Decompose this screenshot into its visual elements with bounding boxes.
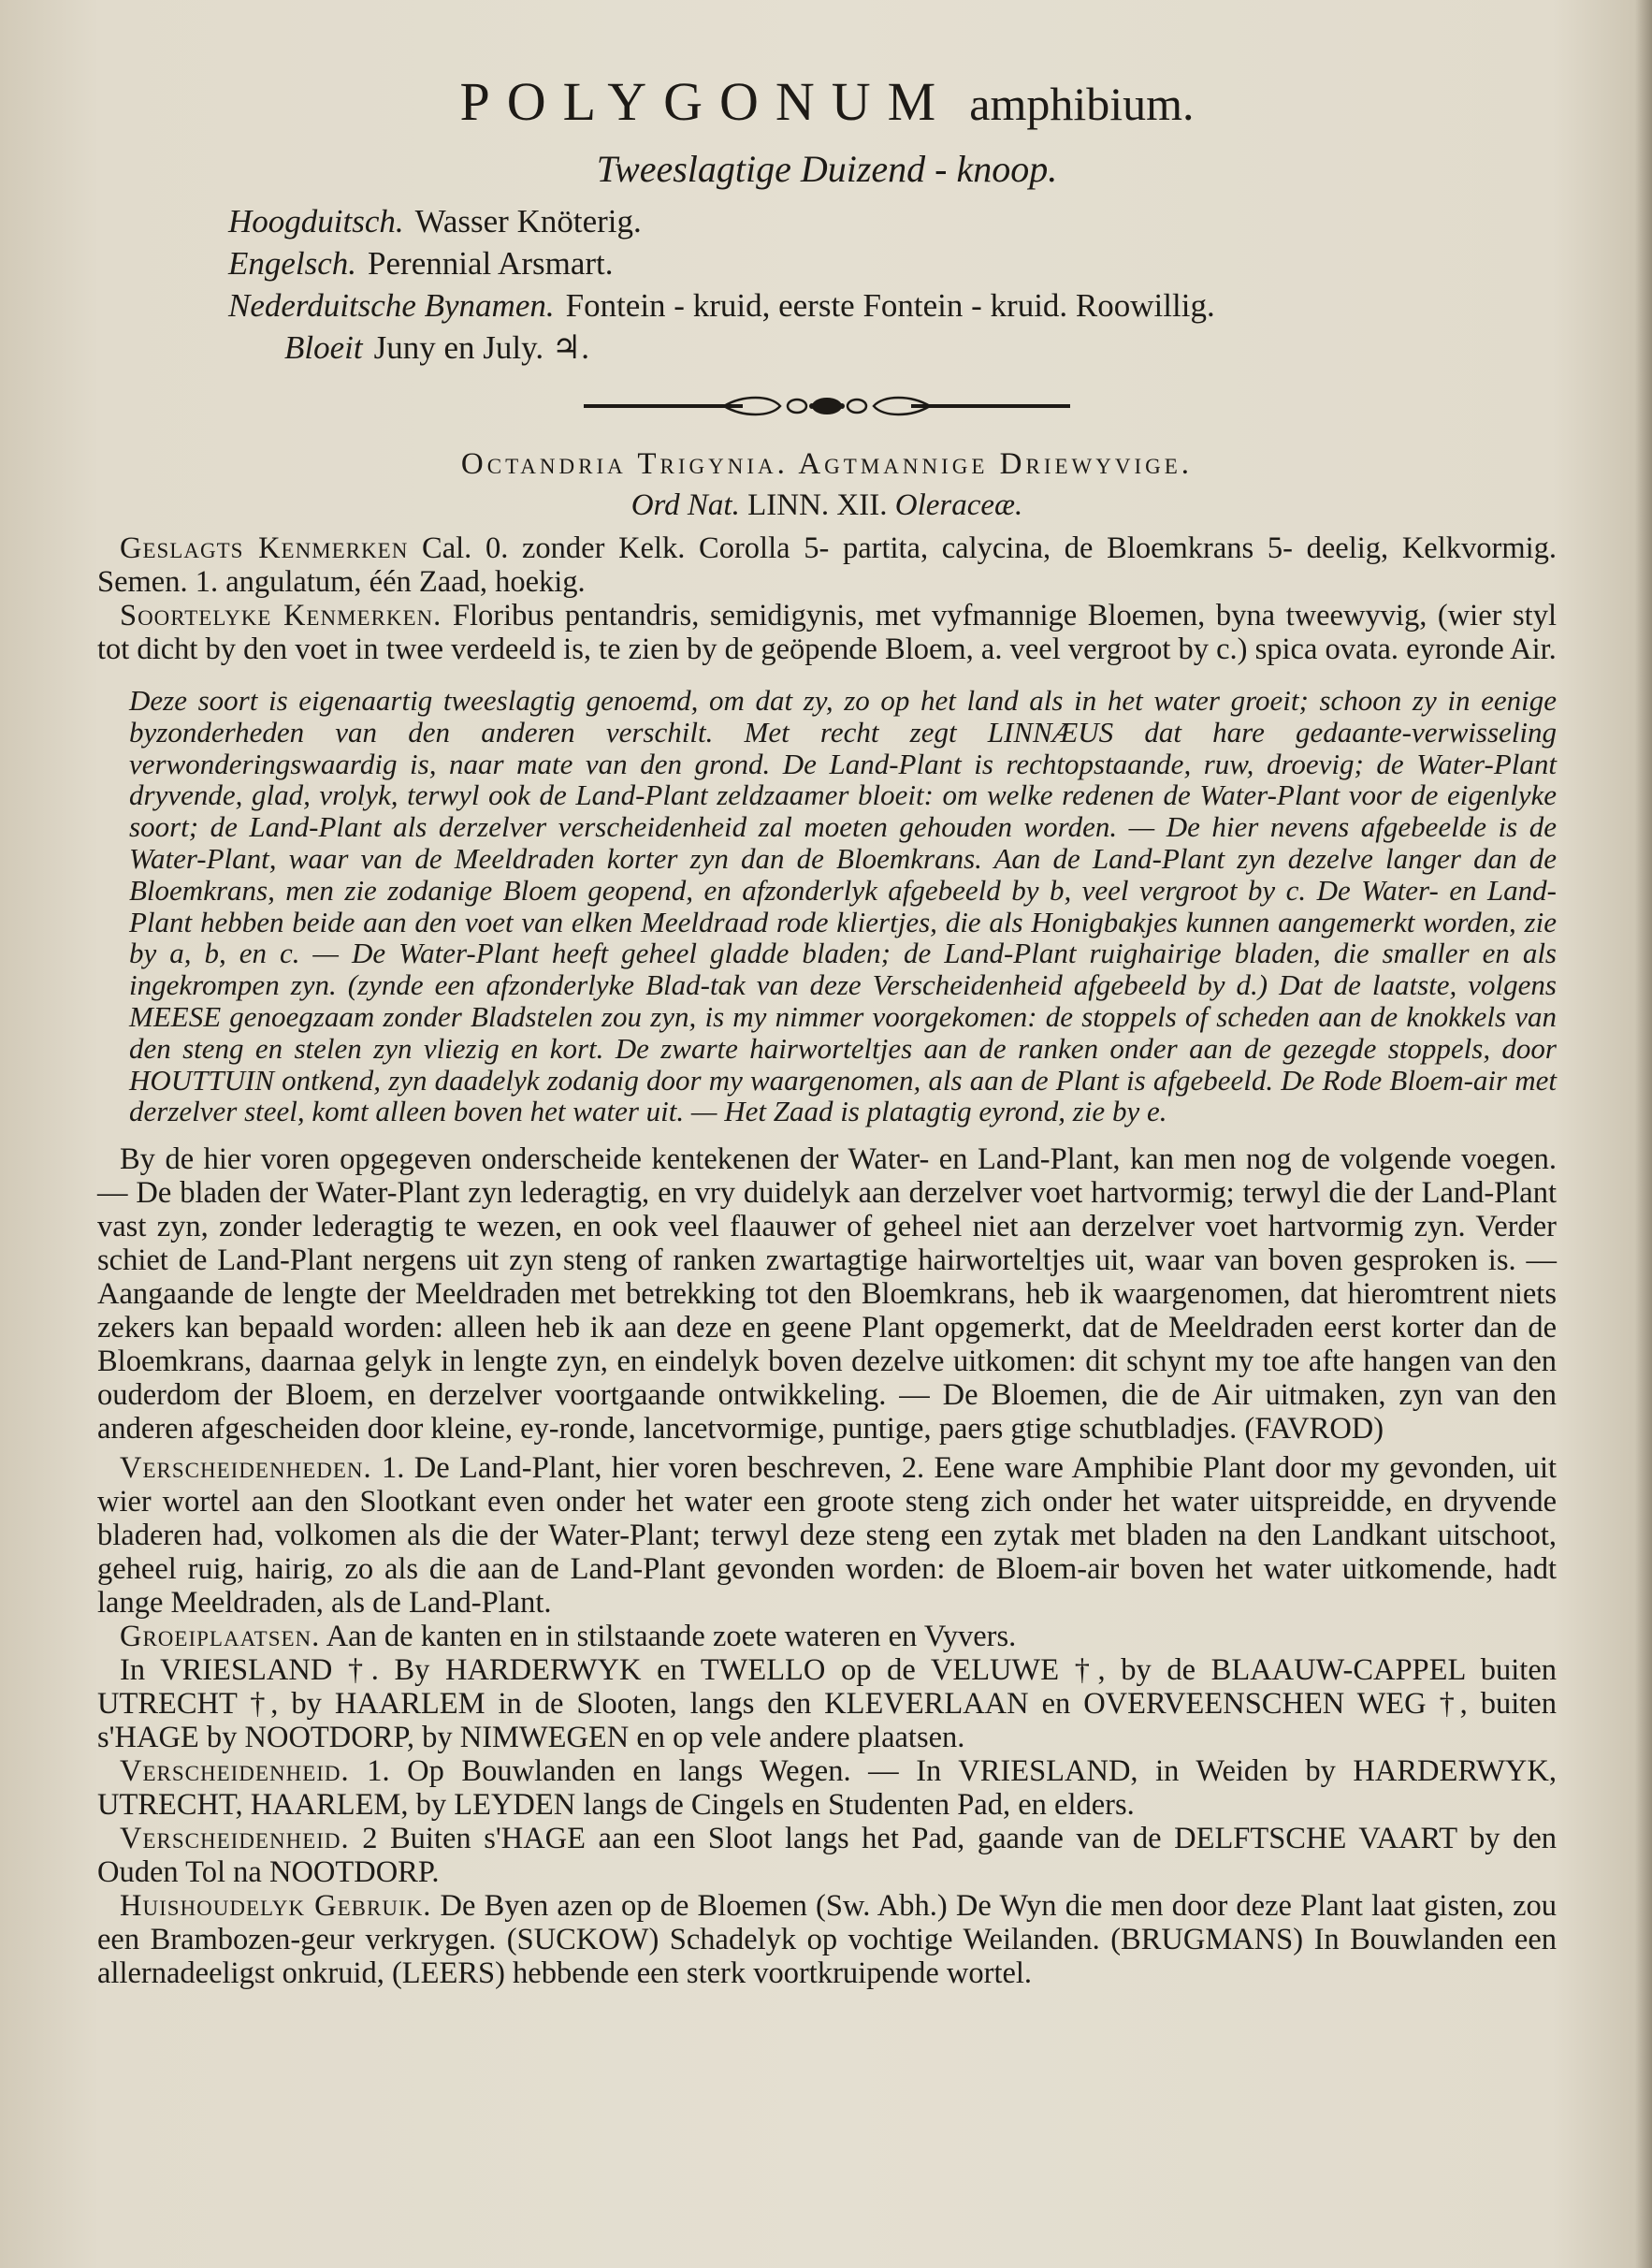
natural-order — [97, 485, 1557, 526]
verscheidenheid1-text: 1. Op Bouwlanden en langs Wegen. — In VRIESLAND, in Weiden by HARDERWYK, UTRECHT, HAARLEM, by LEYDEN langs de Cingels en Studenten Pad, en elders. — [97, 1754, 1558, 1823]
ornament-divider — [584, 393, 1070, 419]
page-content — [97, 65, 1557, 1990]
verscheidenheid2-text: 2 Buiten s'HAGE aan een Sloot langs het Pad, gaande van de DELFTSCHE VAART by den Ouden Tol na NOOTDORP. — [97, 1822, 1557, 1890]
huishoudelyk-label: Huishoudelyk Gebruik. — [120, 1889, 432, 1924]
species-name: amphibium. — [969, 78, 1195, 130]
page-edge-shadow — [1635, 0, 1652, 2268]
groeiplaatsen-label: Groeiplaatsen. — [120, 1620, 321, 1654]
name-text-dutch: Fontein - kruid, eerste Fontein - kruid. Roowillig. — [565, 287, 1215, 324]
bloei-text: Juny en July. ♃. — [373, 329, 589, 366]
soortelyke-text: Floribus pentandris, semidigynis, met vyfmannige Bloemen, byna tweewyvig, (wier styl tot dicht by den voet in twee verdeeld is, te zien by de geöpende Bloem, a. veel vergroot by c.) spica ovata. eyronde Air. — [97, 599, 1557, 666]
locations-paragraph: In VRIESLAND †. By HARDERWYK en TWELLO op de VELUWE †, by de BLAAUW-CAPPEL buiten UTRECHT †, by HAARLEM in de Slooten, langs den KLEVERLAAN en OVERVEENSCHEN WEG †, buiten s'HAGE by NOOTDORP, by NIMWEGEN en op vele andere plaatsen. — [97, 1653, 1557, 1755]
name-label-dutch: Nederduitsche Bynamen. — [228, 287, 555, 324]
description-italic: Deze soort is eigenaartig tweeslagtig genoemd, om dat zy, zo op het land als in het water groeit; schoon zy in eenige byzonderheden van den anderen verschilt. Met recht zegt LINNÆUS dat hare gedaante-verwisseling verwonderingswaardig is, naar mate van den grond. De Land-Plant is rechtopstaande, ruw, droevig; de Water-Plant dryvende, glad, vrolyk, terwyl ook de Land-Plant zeldzaamer bloeit: om welke redenen de Water-Plant voor de eigenlyke soort; de Land-Plant als derzelver verscheidenheid zal moeten gehouden worden. — De hier nevens afgebeelde is de Water-Plant, waar van de Meeldraden korter zyn dan de Bloemkrans. Aan de Land-Plant zyn dezelve langer dan de Bloemkrans, men zie zodanige Bloem geopend, en afzonderlyk afgebeeld by b, veel vergroot by c. De Water- en Land-Plant hebben beide aan den voet van elken Meeldraad rode kliertjes, die als Honigbakjes kunnen aangemerkt worden, zie by a, b, en c. — De Water-Plant heeft geheel gladde bladen; de Land-Plant ruighairige bladen, die smaller en als ingekrompen zyn. (zynde een afzonderlyke Blad-tak van deze Verscheidenheid afgebeeld by d.) Dat de laatste, volgens MEESE genoegzaam zonder Bladstelen zou zyn, is my nimmer voorgekomen: de stoppels of scheden aan de knokkels van den steng en stelen zyn vliezig en kort. De zwarte hairworteltjes aan de ranken onder aan de gezegde stoppels, door HOUTTUIN ontkend, zyn daadelyk zodanig door my waargenomen, als aan de Plant is afgebeeld. De Rode Bloem-air met derzelver steel, komt alleen boven het water uit. — Het Zaad is platagtig eyrond, zie by e. — [129, 684, 1557, 1128]
name-text-english: Perennial Arsmart. — [368, 245, 614, 282]
ord-family: Oleraceæ. — [894, 488, 1023, 522]
verscheidenheden-label: Verscheidenheden. — [120, 1451, 372, 1486]
geslagts-paragraph — [97, 531, 1557, 599]
dutch-name: Tweeslagtige Duizend - knoop. — [596, 148, 1058, 190]
bloei-row — [284, 327, 1557, 369]
groeiplaatsen-text: Aan de kanten en in stilstaande zoete wateren en Vyvers. — [326, 1620, 1017, 1654]
name-label-english: Engelsch. — [228, 245, 357, 282]
verscheidenheid1-paragraph — [97, 1754, 1557, 1822]
ord-prefix: Ord Nat. — [630, 488, 740, 522]
name-row-dutch — [228, 284, 1557, 327]
favrod-paragraph: By de hier voren opgegeven onderscheide kentekenen der Water- en Land-Plant, kan men nog de volgende voegen. — De bladen der Water-Plant zyn lederagtig, en vry duidelyk aan derzelver voet hartvormig; terwyl die der Land-Plant vast zyn, zonder lederagtig te wezen, en ook veel flaauwer of geheel niet aan derzelver voet hartvormig zyn. Verder schiet de Land-Plant nergens uit zyn steng of ranken zwartagtige hairworteltjes uit, waar van boven gesproken is. — Aangaande de lengte der Meeldraden met betrekking tot den Bloemkrans, heb ik waargenomen, dat hieromtrent niets zekers kan bepaald worden: alleen heb ik aan deze en geene Plant opgemerkt, dat de Meeldraden eerst korter dan de Bloemkrans, daarnaa gelyk in lengte zyn, en eindelyk boven dezelve uitkomen: dit schynt my toe afte hangen van den ouderdom der Bloem, en derzelver voortgaande ontwikkeling. — De Bloemen, die de Air uitmaken, zyn van den anderen afgescheiden door kleine, ey-ronde, lancetvormige, puntige, paers gtige schutbladjes. (FAVROD) — [97, 1142, 1557, 1447]
soortelyke-paragraph — [97, 599, 1557, 666]
page-title — [97, 65, 1557, 140]
verscheidenheden-paragraph — [97, 1451, 1557, 1620]
soortelyke-label: Soortelyke Kenmerken. — [120, 599, 442, 632]
huishoudelyk-paragraph — [97, 1889, 1557, 1990]
name-text-german: Wasser Knöterig. — [414, 203, 642, 240]
class-heading: Octandria Trigynia. Agtmannige Driewyvige. — [460, 447, 1194, 481]
verscheidenheden-text: 1. De Land-Plant, hier voren beschreven, 2. Eene ware Amphibie Plant door my gevonden, uit wier wortel aan den Slootkant even onder het water een groote steng zich onder het water uitspreidde, en dryvende bladeren had, volkomen als die der Water-Plant; terwyl deze steng een zytak met bladen na den Landkant uitschoot, geheel ruig, hairig, zo als die aan de Land-Plant gevonden worden: de Bloem-air boven het water uitkomende, hadt lange Meeldraden, als de Land-Plant. — [97, 1451, 1557, 1621]
name-label-german: Hoogduitsch. — [228, 203, 404, 240]
name-row-english — [228, 242, 1557, 284]
verscheidenheid2-paragraph — [97, 1822, 1557, 1889]
huishoudelyk-text: De Byen azen op de Bloemen (Sw. Abh.) De Wyn die men door deze Plant laat gisten, zou een Brambozen-geur verkrygen. (SUCKOW) Schadelyk op vochtige Weilanden. (BRUGMANS) In Bouwlanden een allernadeeligst onkruid, (LEERS) hebbende een sterk voortkruipende wortel. — [97, 1889, 1558, 1991]
geslagts-text: Cal. 0. zonder Kelk. Corolla 5- partita, calycina, de Bloemkrans 5- deelig, Kelkvormig. Semen. 1. angulatum, één Zaad, hoekig. — [97, 531, 1558, 599]
groeiplaatsen-paragraph — [97, 1620, 1557, 1653]
genus-name: POLYGONUM — [459, 71, 953, 132]
bloei-label: Bloeit — [284, 329, 363, 366]
geslagts-label: Geslagts Kenmerken — [120, 531, 409, 565]
verscheidenheid1-label: Verscheidenheid. — [120, 1754, 350, 1789]
ord-linn: LINN. XII. — [747, 488, 888, 522]
name-row-german — [228, 200, 1557, 242]
verscheidenheid2-label: Verscheidenheid. — [120, 1822, 350, 1856]
vernacular-names — [228, 200, 1557, 369]
